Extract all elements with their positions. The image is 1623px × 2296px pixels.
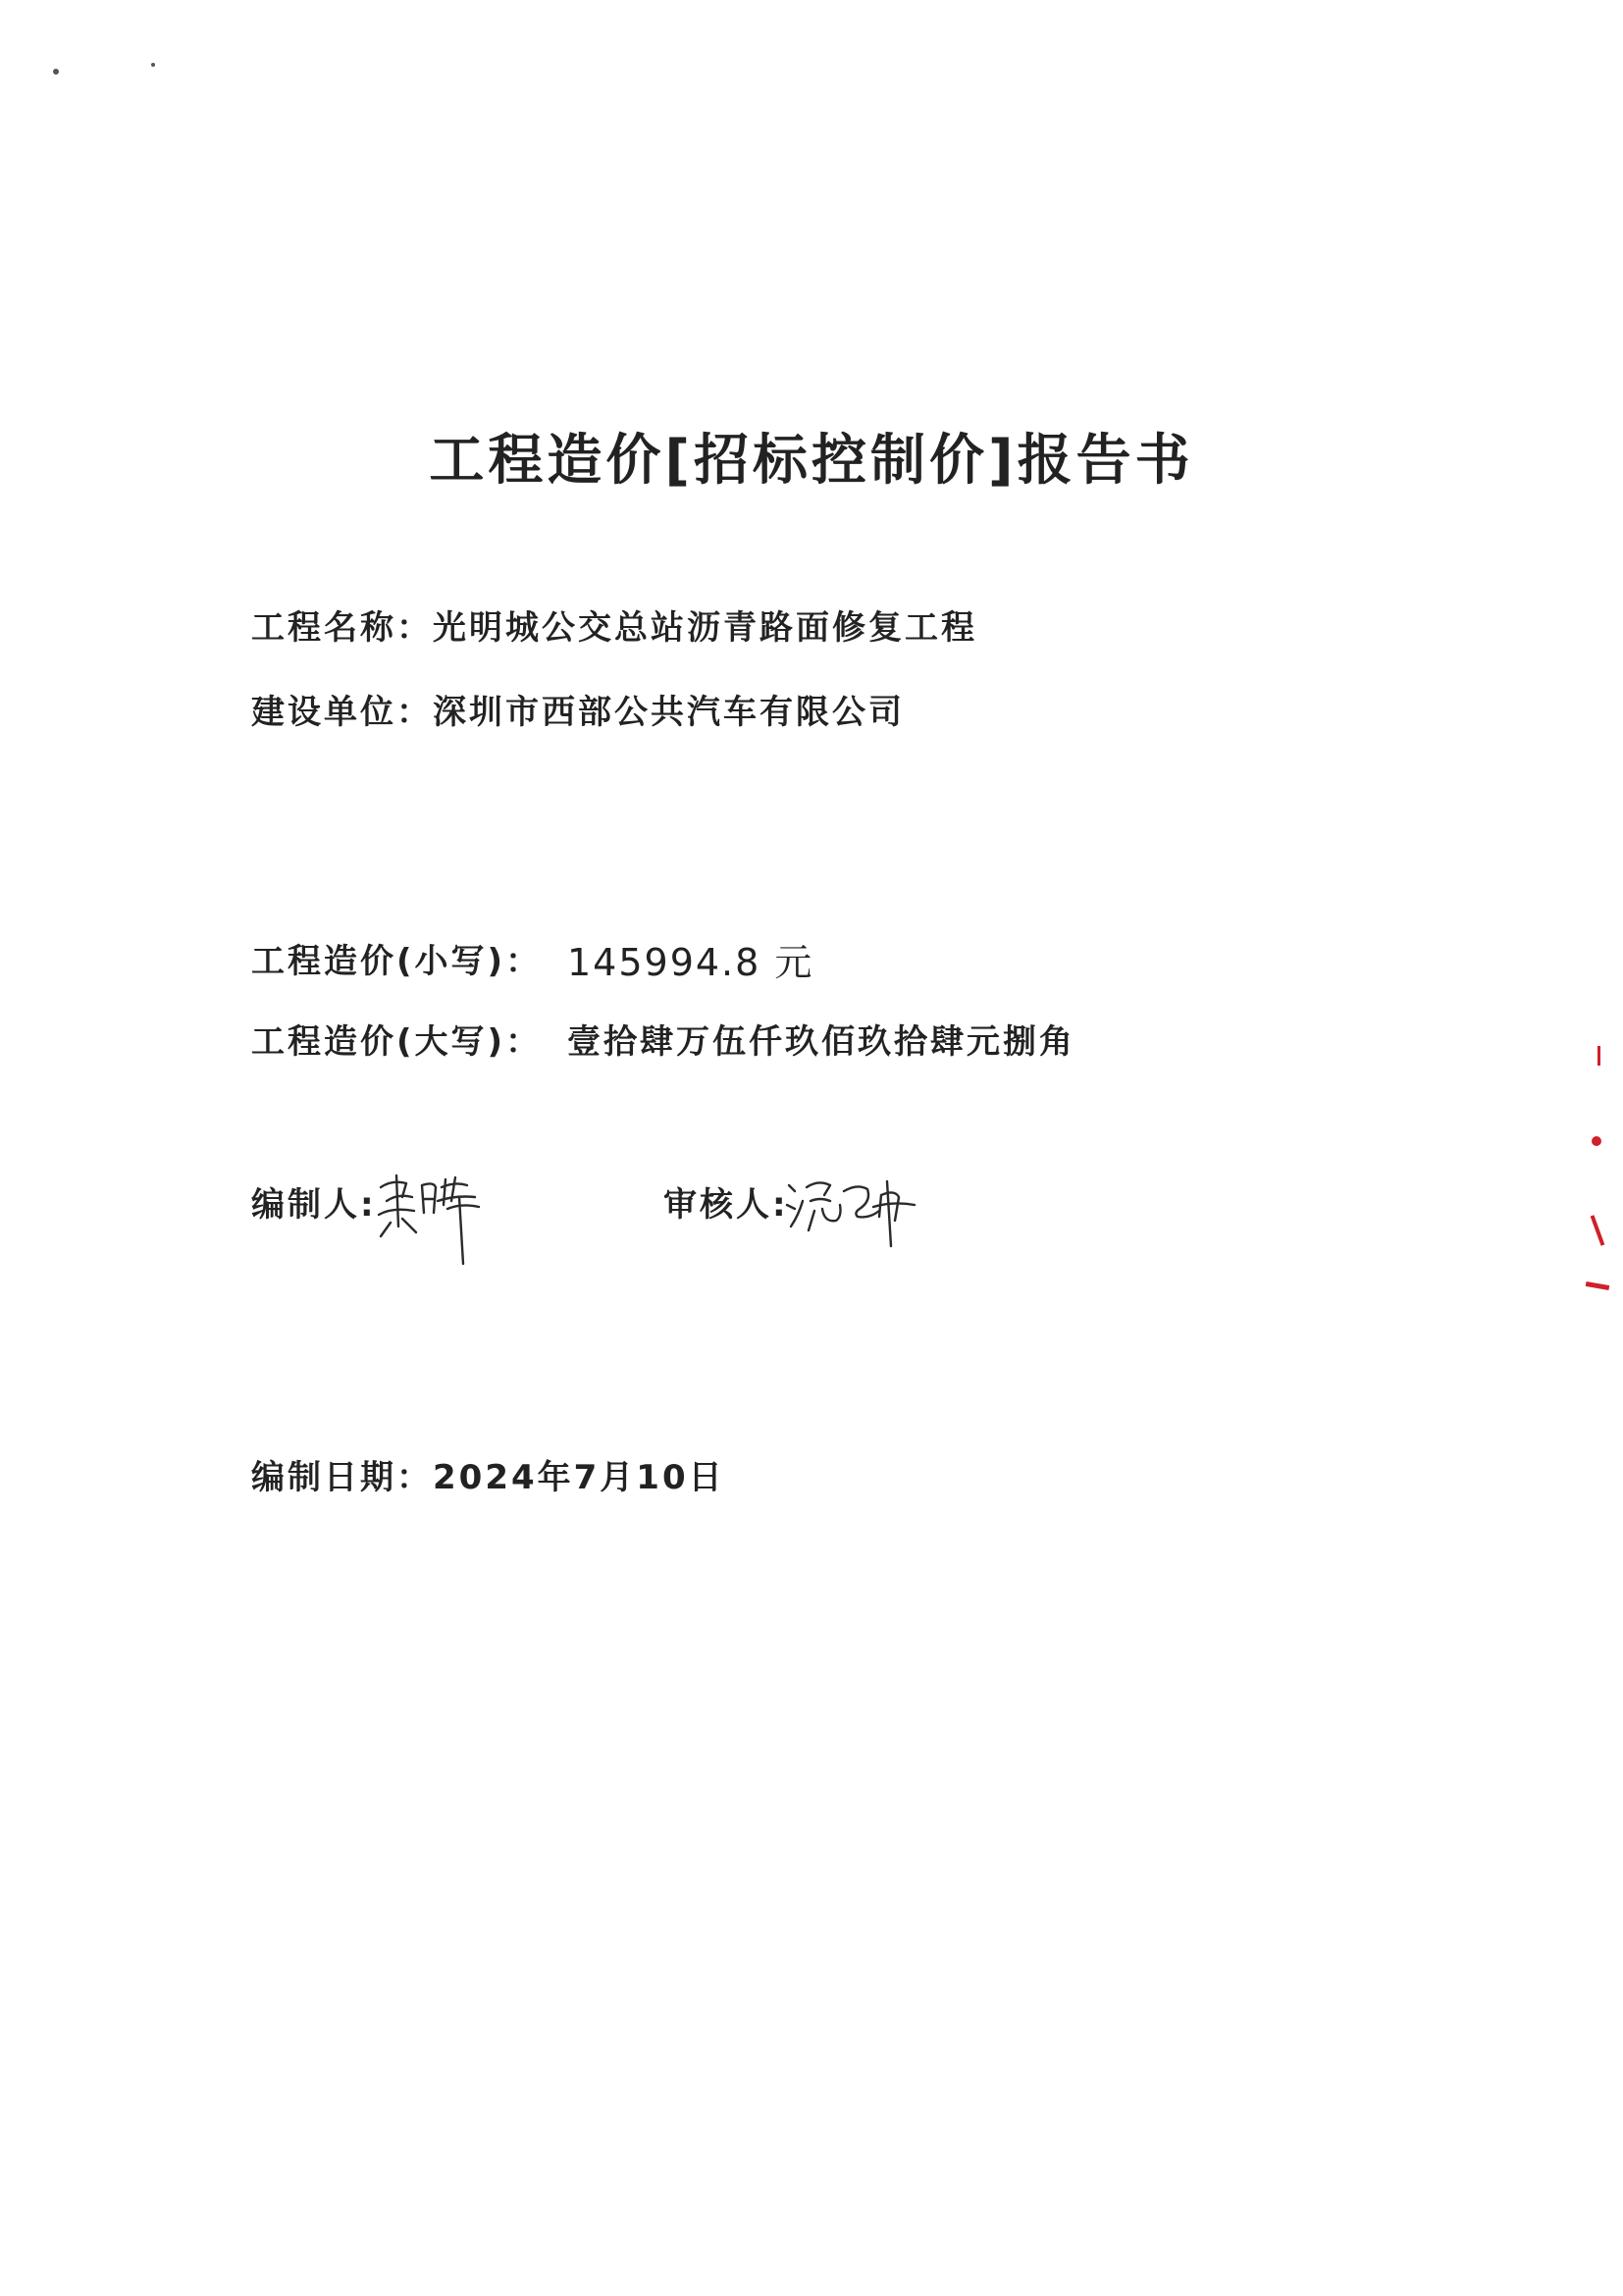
cost-small-value: 145994.8 元 (567, 941, 814, 984)
scan-speck (53, 69, 59, 75)
cost-small-row (251, 934, 814, 984)
document-title: 工程造价[招标控制价]报告书 (429, 429, 1194, 493)
cost-big-label: 工程造价(大写)： (251, 1022, 543, 1062)
builder-value: 深圳市西部公共汽车有限公司 (433, 693, 905, 732)
cost-small-label: 工程造价(小写)： (251, 942, 543, 981)
compiler-row (251, 1177, 377, 1226)
builder-label: 建设单位： (251, 693, 433, 732)
date-value: 2024年7月10日 (433, 1458, 725, 1497)
stamp-fragment (1586, 1281, 1610, 1290)
scan-speck (151, 63, 155, 67)
cost-big-row (251, 1015, 1075, 1063)
compiler-signature (373, 1158, 510, 1276)
builder-row (251, 685, 905, 733)
project-name-row (251, 600, 977, 649)
reviewer-label: 审核人: (663, 1185, 789, 1225)
reviewer-signature (785, 1162, 942, 1260)
cost-big-value: 壹拾肆万伍仟玖佰玖拾肆元捌角 (567, 1022, 1075, 1062)
compiler-label: 编制人: (251, 1185, 377, 1225)
reviewer-row (663, 1177, 789, 1226)
stamp-fragment (1597, 1046, 1600, 1066)
stamp-fragment (1592, 1136, 1601, 1146)
project-name-value: 光明城公交总站沥青路面修复工程 (433, 608, 977, 648)
date-label: 编制日期： (251, 1458, 433, 1497)
stamp-fragment (1591, 1215, 1605, 1245)
date-row (251, 1450, 725, 1498)
project-name-label: 工程名称： (251, 608, 433, 648)
